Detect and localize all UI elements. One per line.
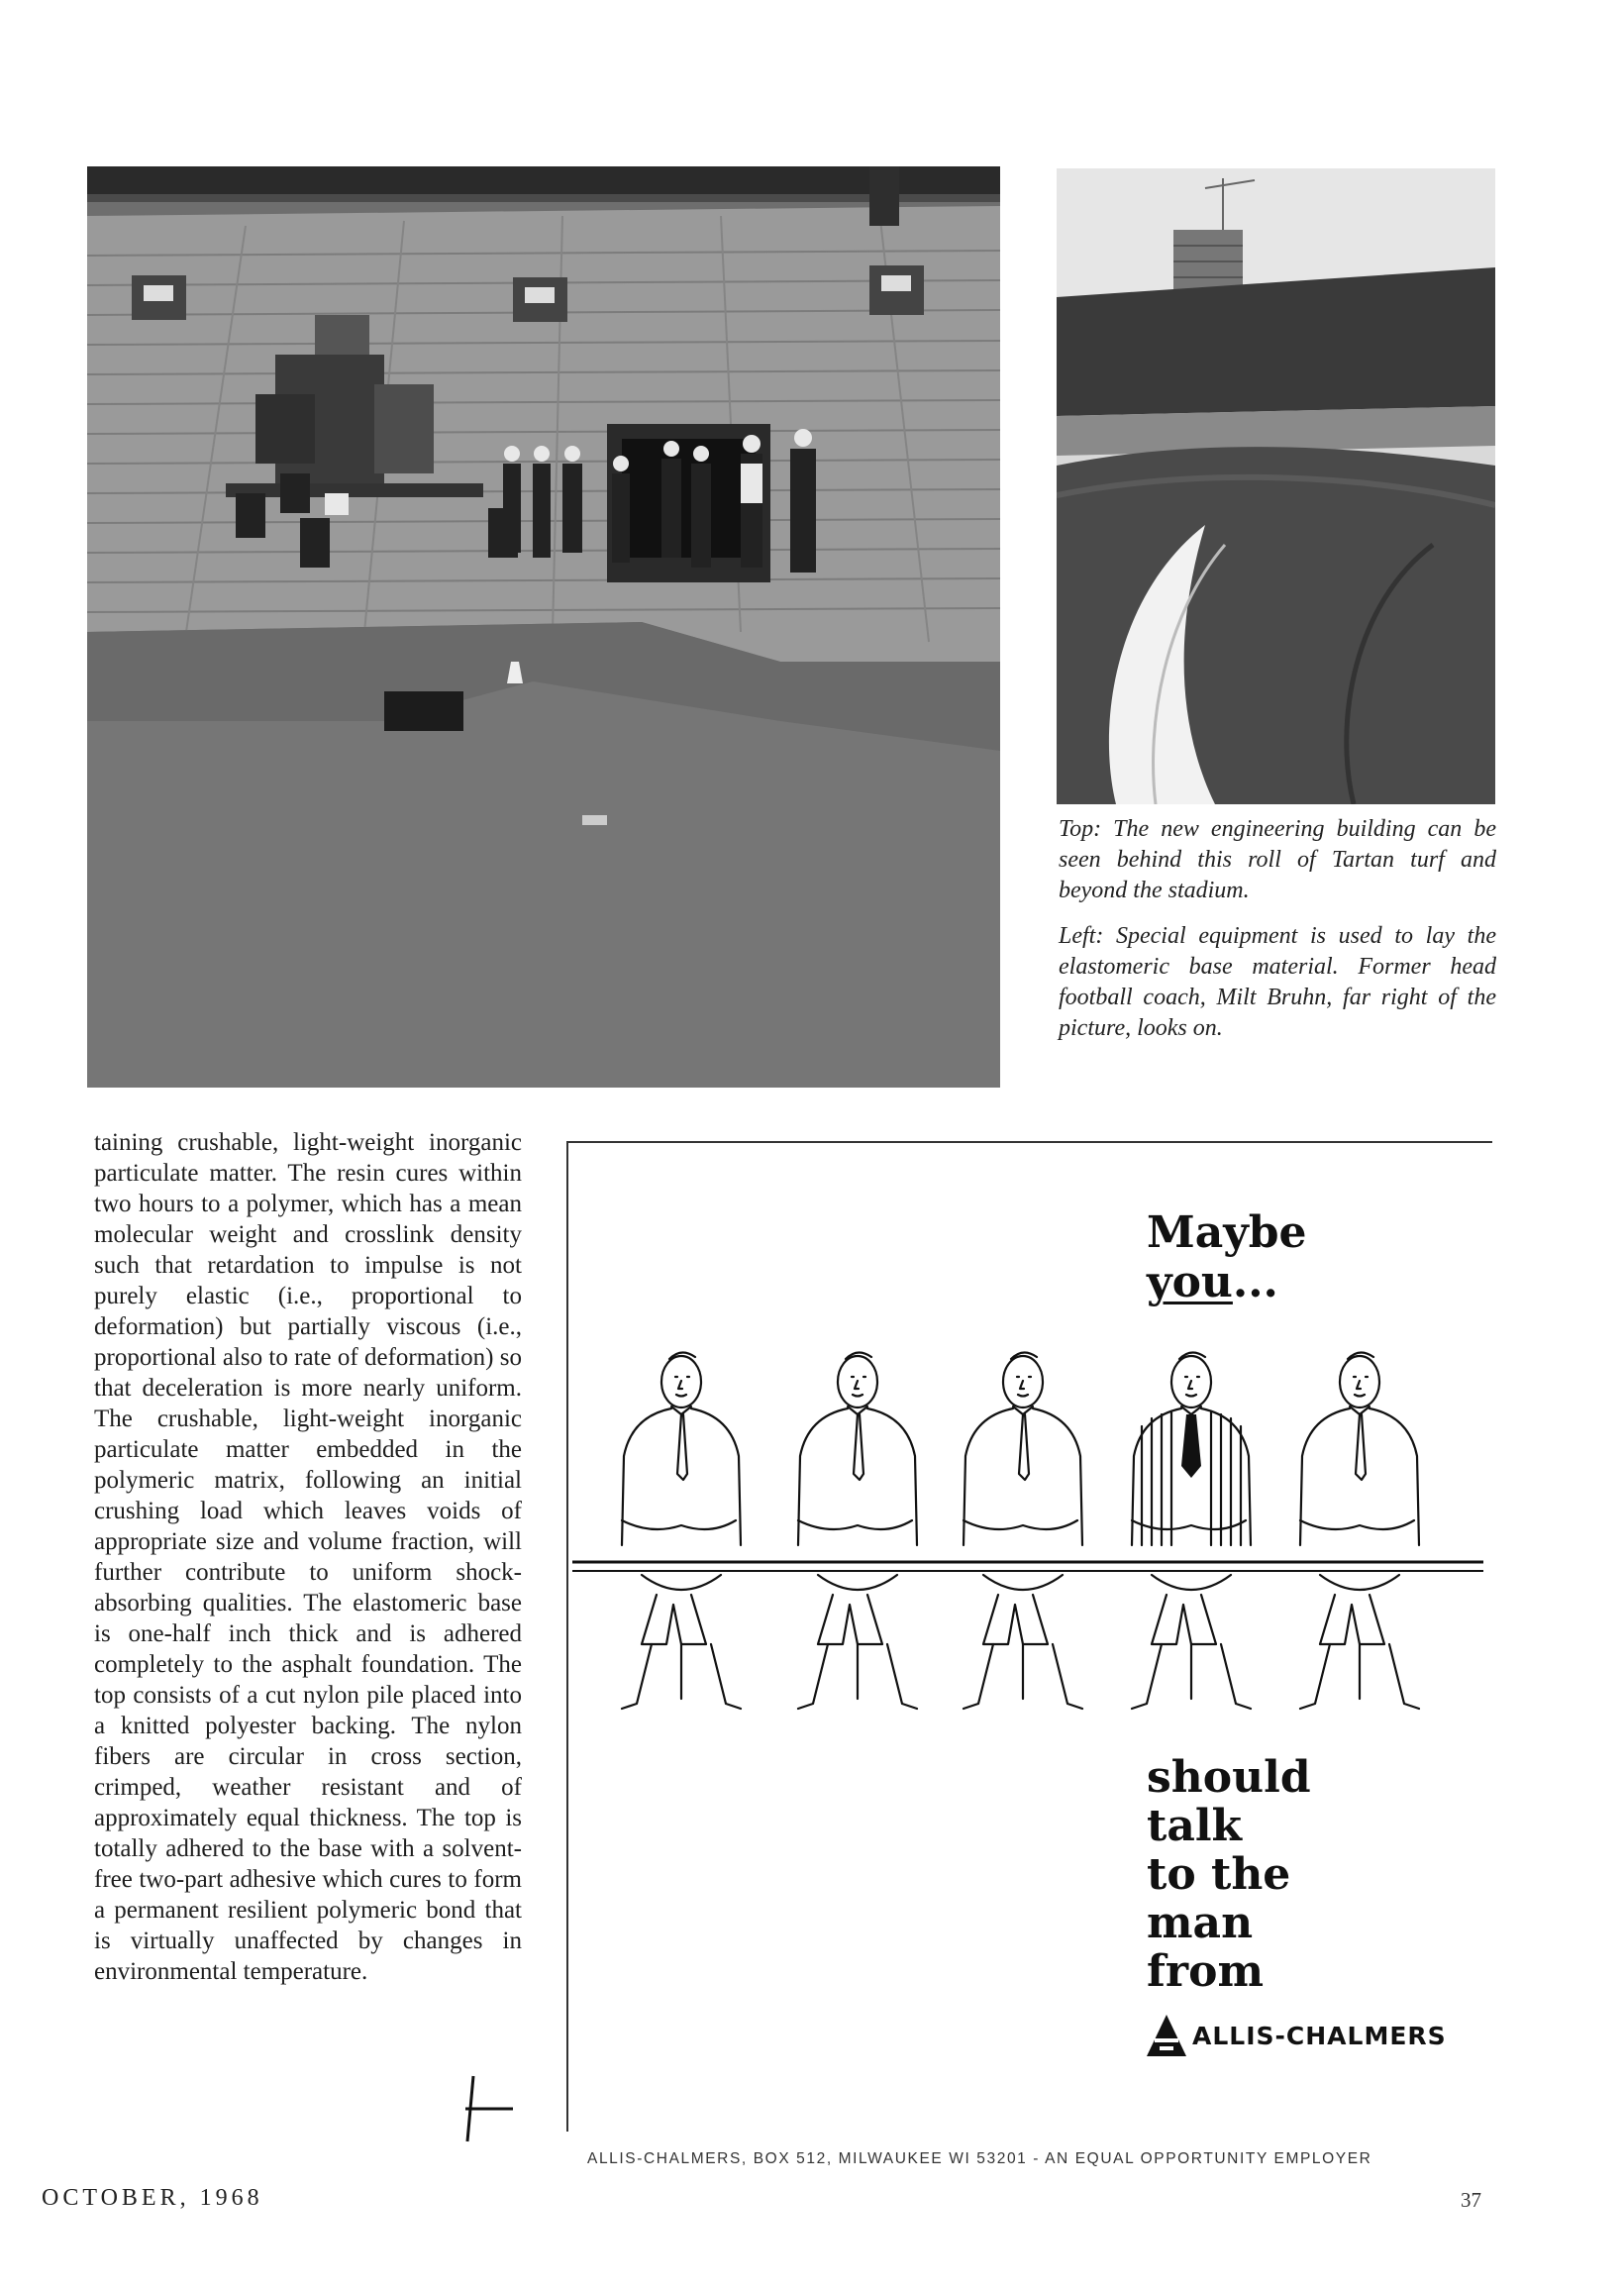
article-paragraph: taining crushable, light-weight inorganic particulate matter. The resin cures within two hours to a polymer, which has a mean molecular weight and crosslink density such that retardation to impulse is not purely elastic (i.e., proportional to deformation) but partially viscous (i.e., proportional also to rate of deformation) so that deceleration is more nearly uniform. The crushable, light-weight inorganic particulate matter embedded in the polymeric matrix, following an initial crushing load which leaves voids of appropriate size and volume fraction, will further contribute to uniform shock-absorbing qualities. The elastomeric base is one-half inch thick and is adhered completely to the asphalt foundation. The top consists of a cut nylon pile placed into a knitted polyester backing. The nylon fibers are circular in cross section, crimped, weather resistant and of approximately equal thickness. The top is totally adhered to the base with a solvent-free two-part adhesive which cures to form a permanent resilient polymeric bond that is virtually unaffected by changes in environmental temperature. (94, 1129, 522, 1985)
allis-chalmers-logo (1147, 2014, 1447, 2057)
tagline-line: from (1147, 1946, 1265, 1997)
allis-chalmers-logo-icon (1147, 2015, 1186, 2056)
ad-footer-address: ALLIS-CHALMERS, BOX 512, MILWAUKEE WI 53201 - AN EQUAL OPPORTUNITY EMPLOYER (587, 2150, 1372, 2167)
article-column (94, 1127, 522, 1987)
men-at-counter-illustration (572, 1347, 1483, 1743)
tagline-line: man (1147, 1898, 1254, 1948)
photo-caption (1059, 814, 1496, 1059)
ad-top-rule (567, 1141, 1492, 1143)
tagline-line: to the (1147, 1849, 1291, 1900)
ad-left-rule (566, 1141, 568, 2132)
headline-ellipsis: ... (1232, 1257, 1278, 1307)
stadium-equipment-photo (87, 166, 1000, 1088)
tagline-line: should (1147, 1752, 1311, 1803)
ad-headline (1147, 1208, 1307, 1307)
turf-roll-photo (1057, 168, 1495, 804)
headline-maybe: Maybe (1147, 1207, 1307, 1258)
logo-text: ALLIS-CHALMERS (1192, 2021, 1447, 2050)
caption-left: Left: Special equipment is used to lay the elastomeric base material. Former head football coach, Milt Bruhn, far right of the picture, looks on. (1059, 923, 1496, 1041)
tagline-line: talk (1147, 1801, 1243, 1851)
caption-top: Top: The new engineering building can be seen behind this roll of Tartan turf and beyond the stadium. (1059, 816, 1496, 903)
ad-tagline (1147, 1753, 1311, 1996)
return-arrow-icon (457, 2074, 517, 2143)
issue-date: OCTOBER, 1968 (42, 2185, 263, 2211)
headline-you: you (1147, 1257, 1233, 1307)
page-number: 37 (1461, 2188, 1481, 2212)
headline-you-line (1147, 1258, 1307, 1307)
